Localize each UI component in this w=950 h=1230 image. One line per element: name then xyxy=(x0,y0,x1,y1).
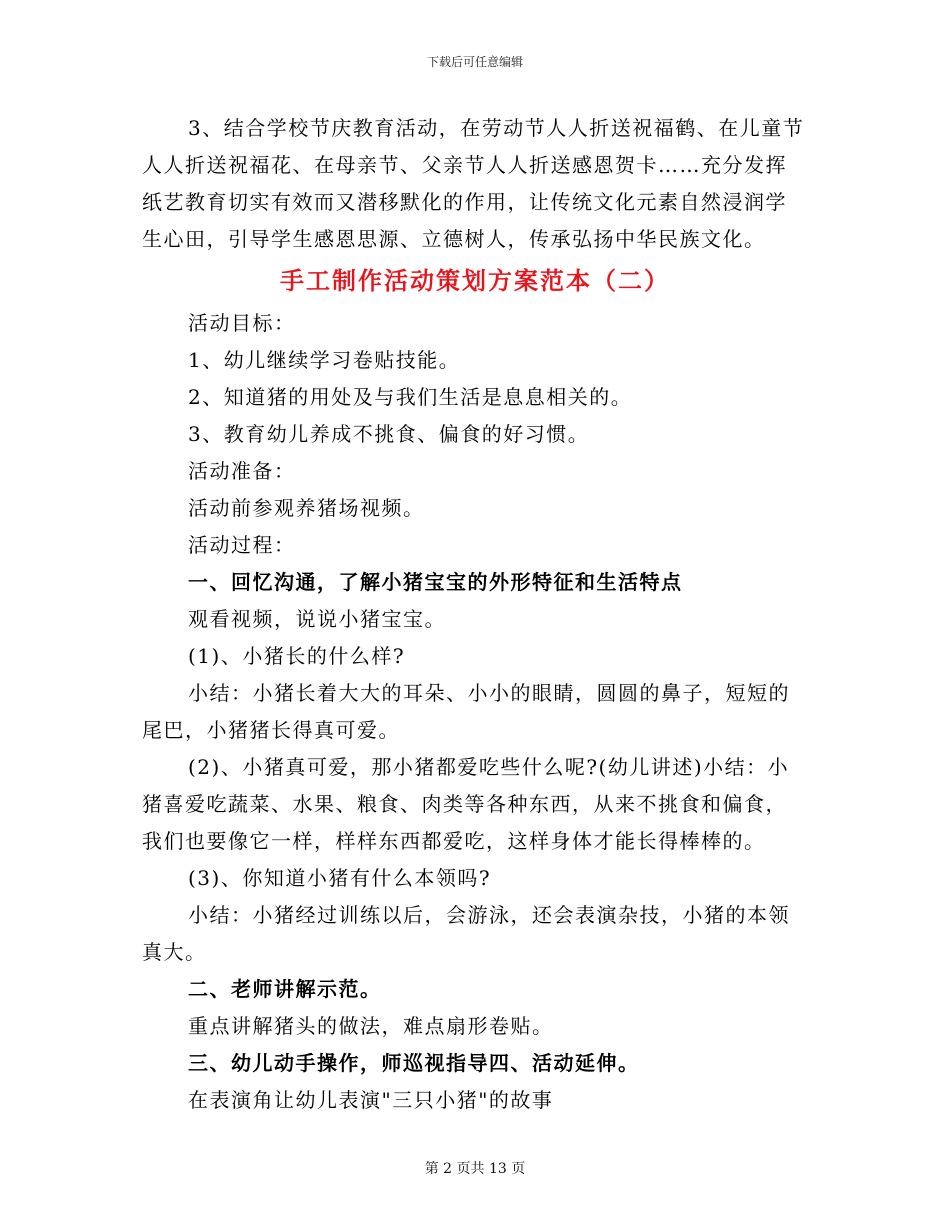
page-footer: 第 2 页共 13 页 xyxy=(424,1161,526,1177)
summary-1: 小结：小猪长着大大的耳朵、小小的眼睛，圆圆的鼻子，短短的尾巴，小猪猪长得真可爱。 xyxy=(142,681,790,742)
activity-goals-heading: 活动目标： xyxy=(188,311,296,335)
step-1-heading: 一、回忆沟通，了解小猪宝宝的外形特征和生活特点 xyxy=(188,570,683,594)
step-4-text: 在表演角让幼儿表演"三只小猪"的故事 xyxy=(188,1088,554,1112)
activity-process-heading: 活动过程： xyxy=(188,533,296,557)
question-1: (1)、小猪长的什么样? xyxy=(188,644,406,668)
document-body xyxy=(142,110,808,1119)
summary-3: 小结：小猪经过训练以后，会游泳，还会表演杂技，小猪的本领真大。 xyxy=(142,903,790,964)
question-2: (2)、小猪真可爱，那小猪都爱吃些什么呢?(幼儿讲述)小结：小猪喜爱吃蔬菜、水果、粮食、肉类等各种东西，从来不挑食和偏食，我们也要像它一样，样样东西都爱吃，这样身体才能长得棒棒的。 xyxy=(142,755,790,853)
step-2-heading: 二、老师讲解示范。 xyxy=(188,977,382,1001)
goal-1: 1、幼儿继续学习卷贴技能。 xyxy=(188,348,461,372)
goal-3: 3、教育幼儿养成不挑食、偏食的好习惯。 xyxy=(188,422,590,446)
activity-prep-heading: 活动准备： xyxy=(188,459,296,483)
page-header: 下载后可任意编辑 xyxy=(426,55,523,69)
paragraph-intro: 3、结合学校节庆教育活动，在劳动节人人折送祝福鹤、在儿童节人人折送祝福花、在母亲节、父亲节人人折送感恩贺卡……充分发挥纸艺教育切实有效而又潜移默化的作用，让传统文化元素自然浸润学生心田，引导学生感恩思源、立德树人，传承弘扬中华民族文化。 xyxy=(142,116,805,251)
goal-2: 2、知道猪的用处及与我们生活是息息相关的。 xyxy=(188,385,633,409)
step-1-text: 观看视频，说说小猪宝宝。 xyxy=(188,607,446,631)
step-3-heading: 三、幼儿动手操作，师巡视指导四、活动延伸。 xyxy=(188,1051,640,1075)
activity-prep-text: 活动前参观养猪场视频。 xyxy=(188,496,425,520)
question-3: (3)、你知道小猪有什么本领吗? xyxy=(188,866,492,890)
section-title: 手工制作活动策划方案范本（二） xyxy=(280,266,670,295)
step-2-text: 重点讲解猪头的做法，难点扇形卷贴。 xyxy=(188,1014,554,1038)
